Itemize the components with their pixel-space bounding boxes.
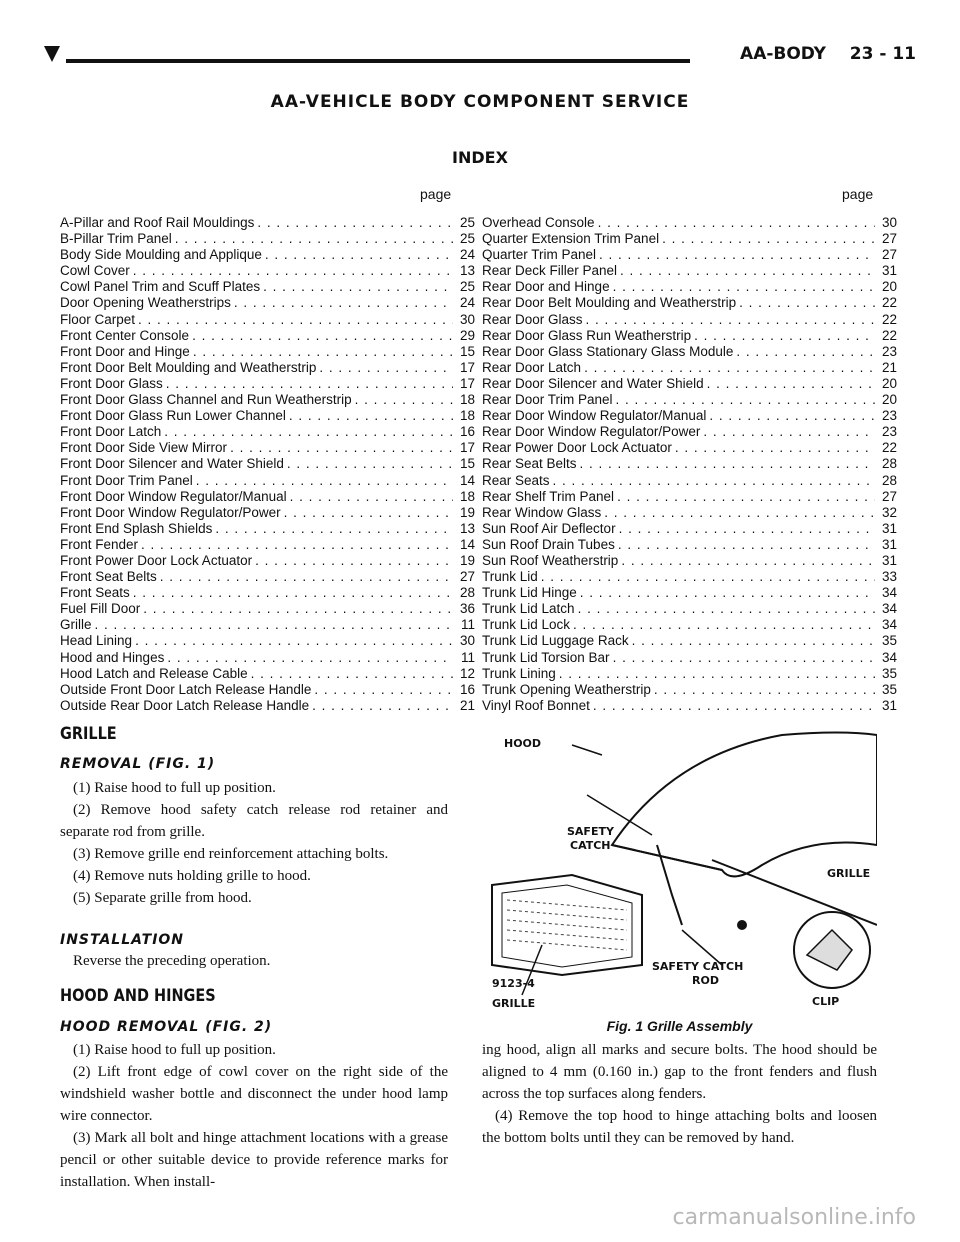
dot-leader <box>260 279 453 295</box>
dot-leader <box>651 682 875 698</box>
index-entry <box>60 473 475 489</box>
dot-leader <box>691 328 875 344</box>
index-entry-page: 18 <box>459 392 475 408</box>
label-catch: CATCH <box>570 839 611 852</box>
index-entry-page: 33 <box>881 569 897 585</box>
dot-leader <box>281 505 453 521</box>
dot-leader <box>610 650 875 666</box>
index-entry <box>482 215 897 231</box>
dot-leader <box>610 279 875 295</box>
label-grille-left: GRILLE <box>492 997 536 1010</box>
dot-leader <box>212 521 453 537</box>
index-entry-page: 30 <box>459 311 475 327</box>
index-entry-page: 17 <box>459 375 475 391</box>
index-entry-page: 34 <box>881 649 897 665</box>
index-list-right <box>482 215 897 714</box>
index-entry-page: 14 <box>459 472 475 488</box>
index-entry-page: 17 <box>459 440 475 456</box>
index-entry <box>482 666 897 682</box>
index-entry <box>482 537 897 553</box>
grille-removal-heading: REMOVAL (FIG. 1) <box>60 756 216 772</box>
index-entry <box>482 279 897 295</box>
index-entry-title: A-Pillar and Roof Rail Mouldings <box>60 215 255 230</box>
step: (4) Remove the top hood to hinge attaching bolts and loosen the bottom bolts until they can be removed by hand. <box>482 1108 877 1146</box>
index-entry-title: Head Lining <box>60 633 133 649</box>
index-entry-title: Rear Door Trim Panel <box>482 392 613 408</box>
dot-leader <box>231 295 453 311</box>
index-entry <box>60 521 475 537</box>
index-entry <box>60 666 475 682</box>
dot-leader <box>616 521 875 537</box>
index-entry-page: 18 <box>459 408 475 424</box>
label-rod: ROD <box>692 974 719 987</box>
index-entry <box>60 392 475 408</box>
figure-number: 9123-4 <box>492 977 535 990</box>
grille-heading: GRILLE <box>60 724 117 744</box>
index-entry-page: 23 <box>881 424 897 440</box>
dot-leader <box>615 537 875 553</box>
index-entry-title: Front Door Window Regulator/Power <box>60 504 281 520</box>
index-entry-title: Body Side Moulding and Applique <box>60 247 262 263</box>
index-entry-title: Overhead Console <box>482 215 595 230</box>
index-entry-title: Front End Splash Shields <box>60 520 213 536</box>
index-entry <box>482 392 897 408</box>
index-entry-title: Floor Carpet <box>60 311 136 327</box>
index-entry-page: 14 <box>459 536 475 552</box>
index-entry-title: Front Power Door Lock Actuator <box>60 552 253 568</box>
index-heading: INDEX <box>452 148 508 167</box>
index-entry-page: 20 <box>881 392 897 408</box>
index-entry-page: 16 <box>459 681 475 697</box>
dot-leader <box>583 312 875 328</box>
dot-leader <box>135 312 453 328</box>
index-entry <box>482 376 897 392</box>
dot-leader <box>575 601 875 617</box>
dot-leader <box>262 247 453 263</box>
dot-leader <box>659 231 875 247</box>
index-entry-title: Trunk Lining <box>482 665 556 681</box>
index-entry-page: 30 <box>881 215 897 230</box>
index-entry-page: 35 <box>881 633 897 649</box>
index-entry <box>60 601 475 617</box>
index-entry <box>482 553 897 569</box>
index-entry <box>60 456 475 472</box>
dot-leader <box>629 633 875 649</box>
index-entry <box>60 408 475 424</box>
grille-installation-heading: INSTALLATION <box>60 932 185 948</box>
index-entry <box>60 312 475 328</box>
label-grille-right: GRILLE <box>827 867 871 880</box>
index-entry <box>60 263 475 279</box>
index-entry-page: 17 <box>459 359 475 375</box>
index-entry <box>60 328 475 344</box>
index-entry-page: 21 <box>881 359 897 375</box>
index-entry <box>60 650 475 666</box>
index-entry-title: Rear Door and Hinge <box>482 279 610 295</box>
index-entry-page: 15 <box>459 343 475 359</box>
dot-leader <box>596 247 875 263</box>
watermark: carmanualsonline.info <box>672 1205 916 1230</box>
dot-leader <box>316 360 453 376</box>
index-entry <box>482 698 897 714</box>
index-entry-title: Outside Rear Door Latch Release Handle <box>60 697 310 713</box>
dot-leader <box>704 376 875 392</box>
dot-leader <box>164 650 453 666</box>
dot-leader <box>311 682 453 698</box>
dot-leader <box>252 553 453 569</box>
index-entry <box>60 424 475 440</box>
dot-leader <box>581 360 875 376</box>
index-entry-page: 27 <box>881 231 897 247</box>
page-column-label-left: page <box>420 186 452 202</box>
index-entry-title: Front Door Side View Mirror <box>60 440 228 456</box>
dot-leader <box>254 215 453 231</box>
index-entry-title: Front Door and Hinge <box>60 343 190 359</box>
index-entry-page: 35 <box>881 665 897 681</box>
index-entry-page: 25 <box>459 231 475 247</box>
index-entry <box>482 601 897 617</box>
dot-leader <box>138 537 453 553</box>
index-entry-page: 30 <box>459 633 475 649</box>
index-entry-page: 21 <box>459 697 475 713</box>
index-entry-title: Hood and Hinges <box>60 649 165 665</box>
dot-leader <box>601 505 875 521</box>
index-entry <box>60 295 475 311</box>
index-entry <box>482 263 897 279</box>
dot-leader <box>538 569 875 585</box>
dot-leader <box>595 215 875 231</box>
index-entry <box>482 328 897 344</box>
index-entry-title: Trunk Lid Luggage Rack <box>482 633 629 649</box>
index-entry-title: Front Door Glass <box>60 375 163 391</box>
index-entry <box>60 585 475 601</box>
dot-leader <box>132 633 453 649</box>
index-entry-title: Grille <box>60 617 92 633</box>
dot-leader <box>556 666 875 682</box>
index-entry <box>482 650 897 666</box>
index-entry-page: 35 <box>881 681 897 697</box>
label-safety-catch: SAFETY CATCH <box>652 960 744 973</box>
index-entry-page: 25 <box>459 279 475 295</box>
dot-leader <box>570 617 875 633</box>
index-entry <box>60 682 475 698</box>
dot-leader <box>617 263 875 279</box>
dot-leader <box>352 392 453 408</box>
dot-leader <box>309 698 453 714</box>
index-entry <box>482 408 897 424</box>
grille-installation-text <box>60 950 448 972</box>
index-entry-title: Sun Roof Drain Tubes <box>482 536 615 552</box>
clip-inset <box>794 912 870 988</box>
continued-text: ing hood, align all marks and secure bolts. The hood should be aligned to 4 mm (0.160 in.) gap to the front fenders and flush across the top surfaces along fenders. <box>482 1042 877 1102</box>
dot-leader <box>736 295 875 311</box>
index-entry-title: Front Seats <box>60 585 130 601</box>
hood-removal-heading: HOOD REMOVAL (FIG. 2) <box>60 1019 273 1035</box>
step: (3) Remove grille end reinforcement attaching bolts. <box>73 846 389 862</box>
index-entry <box>60 505 475 521</box>
index-entry <box>482 247 897 263</box>
index-entry <box>482 633 897 649</box>
dot-leader <box>286 408 453 424</box>
dot-leader <box>140 601 453 617</box>
index-entry-title: Trunk Lid <box>482 569 538 585</box>
index-entry <box>60 440 475 456</box>
grille-removal-steps <box>60 777 448 909</box>
dot-leader <box>700 424 875 440</box>
index-entry-page: 24 <box>459 295 475 311</box>
dot-leader <box>733 344 875 360</box>
index-entry <box>60 279 475 295</box>
index-entry <box>482 473 897 489</box>
index-entry-title: Rear Door Belt Moulding and Weatherstrip <box>482 295 737 311</box>
step: (5) Separate grille from hood. <box>73 890 252 906</box>
index-entry-page: 25 <box>459 215 475 230</box>
index-entry-title: Vinyl Roof Bonnet <box>482 697 590 713</box>
index-entry <box>482 617 897 633</box>
index-entry-title: Fuel Fill Door <box>60 601 141 617</box>
index-entry-page: 23 <box>881 343 897 359</box>
index-entry <box>482 456 897 472</box>
index-entry <box>482 505 897 521</box>
index-entry-page: 27 <box>459 569 475 585</box>
index-entry-page: 11 <box>460 649 475 665</box>
step: (1) Raise hood to full up position. <box>73 780 276 796</box>
dot-leader <box>284 456 453 472</box>
index-entry-title: Rear Power Door Lock Actuator <box>482 440 672 456</box>
index-entry <box>60 489 475 505</box>
dot-leader <box>157 569 453 585</box>
index-entry-page: 20 <box>881 279 897 295</box>
index-entry <box>60 344 475 360</box>
index-entry-page: 31 <box>881 520 897 536</box>
index-entry <box>482 585 897 601</box>
label-hood: HOOD <box>504 737 542 750</box>
grille-panel <box>492 875 642 975</box>
index-entry-title: Rear Seats <box>482 472 550 488</box>
index-entry-title: Trunk Lid Torsion Bar <box>482 649 610 665</box>
index-entry-page: 34 <box>881 601 897 617</box>
index-entry <box>482 682 897 698</box>
dot-leader <box>92 617 453 633</box>
index-entry-title: Front Door Glass Channel and Run Weatherstrip <box>60 392 352 408</box>
index-entry-title: Rear Seat Belts <box>482 456 577 472</box>
dot-leader <box>163 376 453 392</box>
index-entry-page: 34 <box>881 617 897 633</box>
hood-heading: HOOD AND HINGES <box>60 986 216 1006</box>
index-entry-page: 19 <box>459 504 475 520</box>
index-entry-page: 36 <box>459 601 475 617</box>
dot-leader <box>618 553 875 569</box>
index-entry-title: Rear Door Window Regulator/Power <box>482 424 701 440</box>
index-entry-page: 12 <box>459 665 475 681</box>
index-entry-title: Door Opening Weatherstrips <box>60 295 231 311</box>
dot-leader <box>189 328 453 344</box>
dot-leader <box>706 408 875 424</box>
index-entry <box>482 424 897 440</box>
index-entry-page: 22 <box>881 440 897 456</box>
index-entry-page: 28 <box>881 472 897 488</box>
index-entry-title: Front Door Silencer and Water Shield <box>60 456 284 472</box>
triangle-marker-icon <box>44 46 60 62</box>
index-entry-page: 22 <box>881 327 897 343</box>
index-entry-title: Front Door Belt Moulding and Weatherstrip <box>60 359 317 375</box>
label-clip: CLIP <box>812 995 840 1008</box>
index-entry-page: 15 <box>459 456 475 472</box>
index-entry-page: 13 <box>459 520 475 536</box>
index-entry-page: 34 <box>881 585 897 601</box>
index-entry-title: Outside Front Door Latch Release Handle <box>60 681 312 697</box>
index-entry <box>482 521 897 537</box>
step: (2) Lift front edge of cowl cover on the right side of the windshield washer bottle and disconnect the under hood lamp wire connector. <box>60 1064 448 1124</box>
index-list-left <box>60 215 475 714</box>
page-column-label-right: page <box>842 186 874 202</box>
index-entry-title: Trunk Opening Weatherstrip <box>482 681 651 697</box>
dot-leader <box>614 489 875 505</box>
grille-assembly-figure <box>482 725 877 1015</box>
index-entry-page: 19 <box>459 552 475 568</box>
index-entry-page: 13 <box>459 263 475 279</box>
hood-removal-continued <box>482 1039 877 1149</box>
index-entry-title: Rear Door Window Regulator/Manual <box>482 408 707 424</box>
index-entry-title: Sun Roof Weatherstrip <box>482 552 619 568</box>
index-entry-title: Front Door Window Regulator/Manual <box>60 488 287 504</box>
index-entry-page: 23 <box>881 408 897 424</box>
index-entry-page: 29 <box>459 327 475 343</box>
label-safety: SAFETY <box>567 825 614 838</box>
index-entry <box>60 360 475 376</box>
step: (4) Remove nuts holding grille to hood. <box>73 868 311 884</box>
index-entry-title: Rear Door Silencer and Water Shield <box>482 375 704 391</box>
index-entry-title: Rear Door Glass <box>482 311 583 327</box>
index-entry-title: Hood Latch and Release Cable <box>60 665 248 681</box>
index-entry-page: 16 <box>459 424 475 440</box>
index-entry-page: 31 <box>881 263 897 279</box>
index-entry-title: Rear Deck Filler Panel <box>482 263 618 279</box>
index-entry <box>482 489 897 505</box>
index-entry-page: 28 <box>881 456 897 472</box>
index-entry-page: 24 <box>459 247 475 263</box>
header-rule <box>66 59 690 63</box>
index-entry-page: 20 <box>881 375 897 391</box>
index-entry-title: Front Door Glass Run Lower Channel <box>60 408 286 424</box>
page-title: AA-VEHICLE BODY COMPONENT SERVICE <box>270 92 690 112</box>
index-entry-title: Rear Door Glass Stationary Glass Module <box>482 343 734 359</box>
index-entry-title: Quarter Extension Trim Panel <box>482 231 660 247</box>
index-entry-title: Rear Window Glass <box>482 504 602 520</box>
index-entry-title: Trunk Lid Lock <box>482 617 571 633</box>
index-entry <box>482 440 897 456</box>
dot-leader <box>287 489 453 505</box>
step: (1) Raise hood to full up position. <box>73 1042 276 1058</box>
index-entry-title: Rear Door Glass Run Weatherstrip <box>482 327 692 343</box>
dot-leader <box>590 698 875 714</box>
bolt-icon <box>737 920 747 930</box>
index-entry <box>482 231 897 247</box>
dot-leader <box>577 585 875 601</box>
index-entry <box>60 553 475 569</box>
index-entry-page: 31 <box>881 552 897 568</box>
dot-leader <box>161 424 453 440</box>
index-entry-title: Front Fender <box>60 536 139 552</box>
index-entry <box>482 312 897 328</box>
index-entry-title: Front Door Latch <box>60 424 162 440</box>
index-entry <box>60 633 475 649</box>
installation-text: Reverse the preceding operation. <box>73 953 271 969</box>
page-header <box>44 44 916 68</box>
index-entry-title: Front Center Console <box>60 327 190 343</box>
index-entry-page: 18 <box>459 488 475 504</box>
index-entry-title: Quarter Trim Panel <box>482 247 597 263</box>
index-entry <box>482 295 897 311</box>
index-entry-page: 27 <box>881 488 897 504</box>
index-entry-title: Cowl Cover <box>60 263 130 279</box>
section-name: AA-BODY <box>740 44 826 64</box>
index-entry-title: Cowl Panel Trim and Scuff Plates <box>60 279 261 295</box>
index-entry-page: 32 <box>881 504 897 520</box>
index-entry-page: 31 <box>881 697 897 713</box>
index-entry-title: Rear Door Latch <box>482 359 582 375</box>
index-entry-page: 27 <box>881 247 897 263</box>
index-entry <box>60 617 475 633</box>
index-entry <box>482 360 897 376</box>
index-entry-title: Trunk Lid Hinge <box>482 585 577 601</box>
step: (3) Mark all bolt and hinge attachment locations with a grease pencil or other suitable device to provide reference marks for installation. When install- <box>60 1130 448 1190</box>
index-entry-page: 11 <box>460 617 475 633</box>
dot-leader <box>248 666 453 682</box>
dot-leader <box>550 473 875 489</box>
index-entry <box>60 215 475 231</box>
index-entry <box>60 698 475 714</box>
index-entry-title: Trunk Lid Latch <box>482 601 575 617</box>
index-entry-page: 28 <box>459 585 475 601</box>
dot-leader <box>190 344 453 360</box>
index-entry-page: 22 <box>881 295 897 311</box>
dot-leader <box>672 440 875 456</box>
index-entry-title: Sun Roof Air Deflector <box>482 520 616 536</box>
index-entry-title: Front Seat Belts <box>60 569 157 585</box>
index-entry-title: B-Pillar Trim Panel <box>60 231 172 247</box>
index-entry <box>60 376 475 392</box>
index-entry <box>60 231 475 247</box>
index-entry <box>482 569 897 585</box>
dot-leader <box>577 456 875 472</box>
index-entry-title: Front Door Trim Panel <box>60 472 193 488</box>
index-entry <box>60 569 475 585</box>
figure-caption: Fig. 1 Grille Assembly <box>606 1018 753 1034</box>
index-entry <box>60 247 475 263</box>
index-entry-page: 22 <box>881 311 897 327</box>
dot-leader <box>613 392 875 408</box>
index-entry-title: Rear Shelf Trim Panel <box>482 488 615 504</box>
dot-leader <box>172 231 453 247</box>
index-entry <box>60 537 475 553</box>
dot-leader <box>130 263 453 279</box>
hood-removal-steps <box>60 1039 448 1193</box>
dot-leader <box>193 473 453 489</box>
step: (2) Remove hood safety catch release rod retainer and separate rod from grille. <box>60 802 448 840</box>
page-number: 23 - 11 <box>849 44 916 64</box>
dot-leader <box>227 440 453 456</box>
index-entry <box>482 344 897 360</box>
dot-leader <box>130 585 453 601</box>
index-entry-page: 31 <box>881 536 897 552</box>
